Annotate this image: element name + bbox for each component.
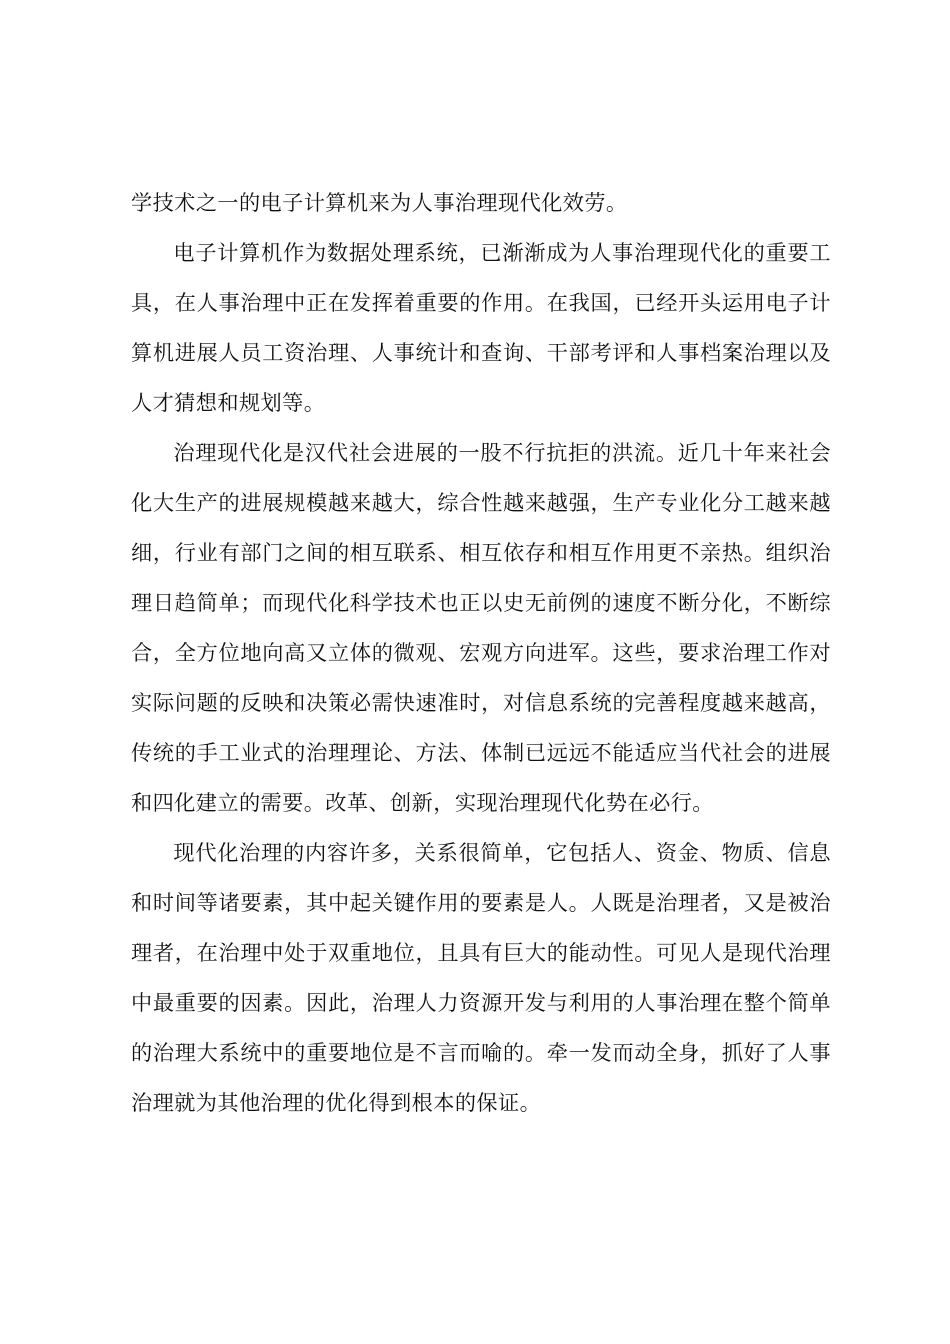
paragraph-continuation: 学技术之一的电子计算机来为人事治理现代化效劳。 [131, 190, 628, 215]
paragraph: 现代化治理的内容许多，关系很简单，它包括人、资金、物质、信息和时间等诸要素，其中起关键作用的要素是人。人既是治理者，又是被治理者，在治理中处于双重地位，且具有巨大的能动性。可见人是现代治理中最重要的因素。因此，治理人力资源开发与利用的人事治理在整个简单的治理大系统中的重要地位是不言而喻的。牵一发而动全身，抓好了人事治理就为其他治理的优化得到根本的保证。 [131, 840, 831, 1115]
paragraph: 电子计算机作为数据处理系统，已渐渐成为人事治理现代化的重要工具，在人事治理中正在发挥着重要的作用。在我国，已经开头运用电子计算机进展人员工资治理、人事统计和查询、干部考评和人事档案治理以及人才猜想和规划等。 [131, 240, 831, 415]
paragraph: 治理现代化是汉代社会进展的一股不行抗拒的洪流。近几十年来社会化大生产的进展规模越来越大，综合性越来越强，生产专业化分工越来越细，行业有部门之间的相互联系、相互依存和相互作用更不亲热。组织治理日趋简单；而现代化科学技术也正以史无前例的速度不断分化，不断综合，全方位地向高又立体的微观、宏观方向进军。这些，要求治理工作对实际问题的反映和决策必需快速准时，对信息系统的完善程度越来越高，传统的手工业式的治理理论、方法、体制已远远不能适应当代社会的进展和四化建立的需要。改革、创新，实现治理现代化势在必行。 [131, 440, 831, 815]
document-body [131, 178, 831, 1128]
